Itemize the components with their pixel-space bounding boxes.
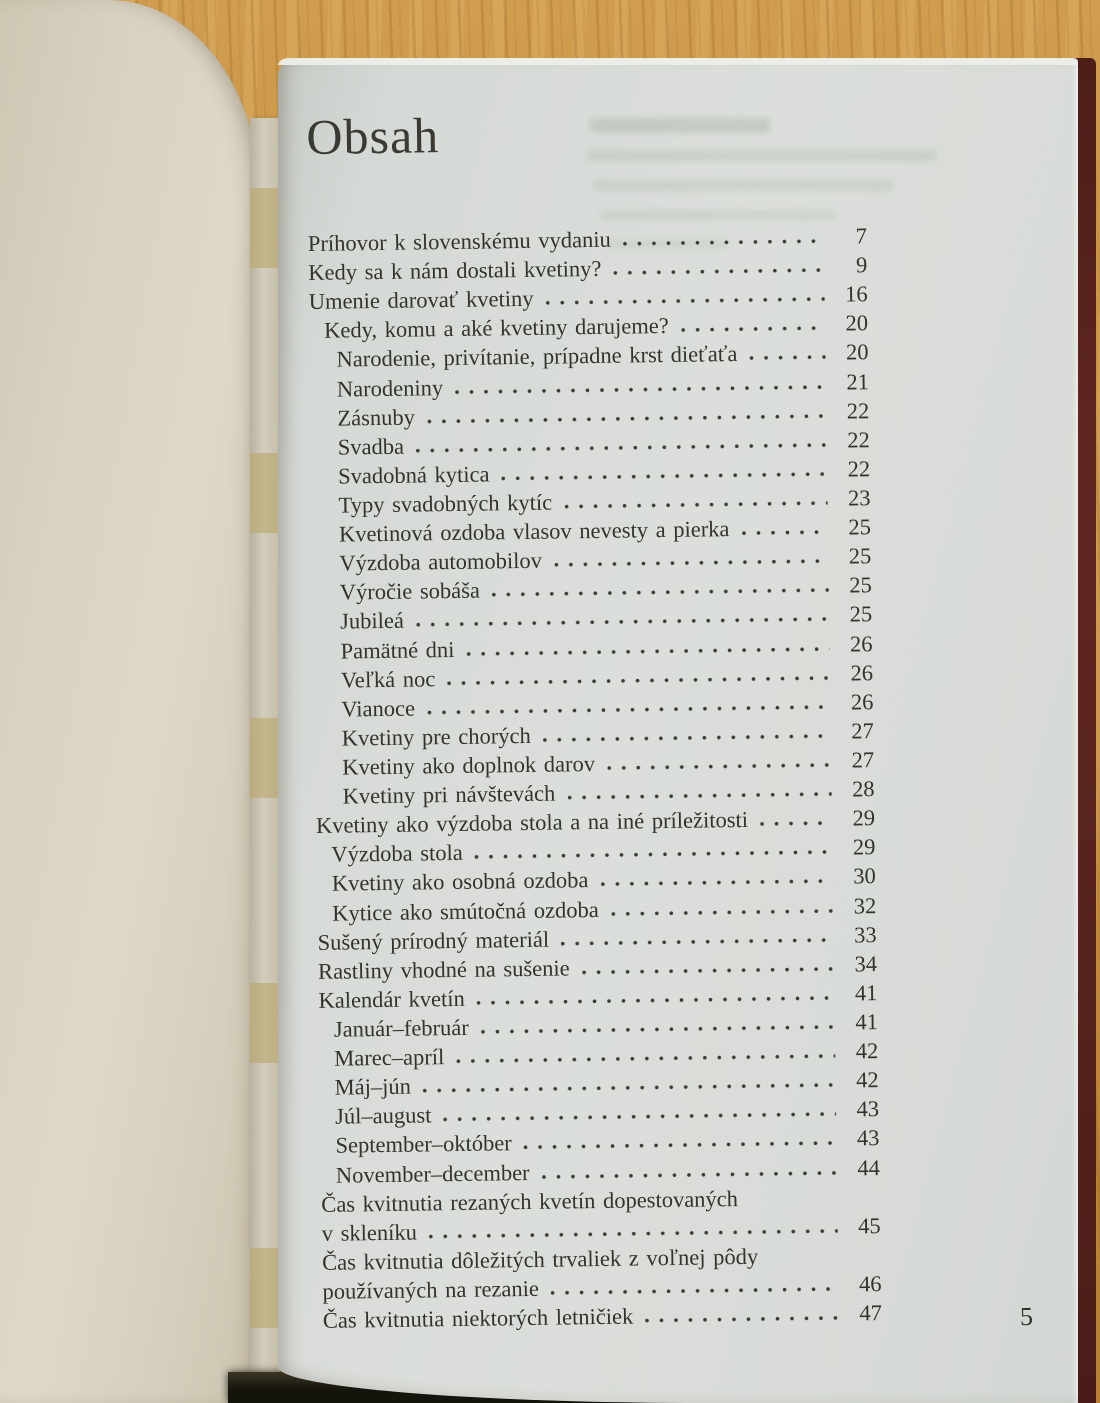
toc-entry-label: Narodenie, privítanie, prípadne krst dieťaťa [336,341,738,373]
toc-entry-label: Umenie darovať kvetiny [308,286,534,315]
toc-dot-leader [554,559,828,568]
toc-dot-leader [681,326,825,333]
toc-entry-page: 22 [847,426,870,453]
page-number: 5 [1019,1301,1034,1332]
toc-entry-label: Čas kvitnutia niektorých letničiek [322,1303,634,1333]
toc-dot-leader [427,413,827,424]
toc-entry-page: 26 [849,630,873,657]
toc-entry-page: 9 [855,252,868,278]
toc-dot-leader [564,501,827,510]
left-page [0,0,258,1403]
toc-dot-leader [456,1054,835,1064]
toc-entry-label: Vianoce [341,695,416,722]
toc-entry-page: 25 [848,514,872,540]
toc-dot-leader [543,734,831,743]
toc-dot-leader [546,297,825,306]
toc-entry-label: Kalendár kvetín [318,985,465,1013]
toc-list [308,223,882,1337]
toc-entry-page: 23 [847,485,871,511]
toc-entry-page: 43 [856,1125,880,1151]
toc-entry-page: 30 [853,863,876,889]
toc-entry-page: 41 [854,979,878,1006]
toc-entry-label: Kvetiny ako výzdoba stola a na iné príležitosti [315,807,749,839]
toc-dot-leader [741,530,828,536]
toc-entry-page: 7 [855,223,868,249]
toc-dot-leader [582,966,834,975]
page-content [276,47,1094,1337]
toc-entry-label: Výzdoba automobilov [339,547,543,576]
toc-entry-page: 46 [858,1271,882,1297]
toc-entry-page: 43 [856,1096,880,1122]
toc-dot-leader [481,1025,835,1035]
toc-entry-label: Zásnuby [337,404,416,431]
toc-entry-page: 26 [850,659,874,686]
toc-dot-leader [645,1316,839,1324]
toc-entry-page: 32 [853,892,877,918]
toc-entry-page: 41 [855,1009,879,1035]
toc-entry-label: Kvetiny pre chorých [341,722,531,751]
toc-entry-label: Čas kvitnutia rezaných kvetín dopestovaných [321,1185,739,1217]
toc-entry-label: Máj–jún [334,1073,412,1100]
toc-entry-label: Sušený prírodný materiál [317,926,550,955]
toc-dot-leader [416,617,829,628]
toc-entry-page: 27 [851,718,874,744]
toc-entry-label: Narodeniny [336,374,444,402]
toc-dot-leader [607,763,831,771]
toc-entry-page: 22 [846,397,870,424]
toc-entry-label: Kytice ako smútočná ozdoba [332,896,599,926]
toc-entry-label: Júl–august [334,1102,432,1129]
toc-entry-page: 42 [855,1067,879,1093]
toc-dot-leader [502,472,828,482]
toc-dot-leader [416,443,827,454]
toc-entry-page: 42 [855,1038,879,1064]
toc-entry-label: Veľká noc [340,665,436,693]
toc-dot-leader [760,821,832,827]
toc-entry-page: 25 [849,572,872,598]
toc-entry-page: 26 [850,688,874,715]
toc-dot-leader [613,268,824,276]
toc-dot-leader [455,384,826,394]
toc-entry-page: 44 [857,1154,881,1180]
toc-entry-page: 22 [847,456,871,482]
toc-dot-leader [429,1228,838,1239]
toc-entry-page: 45 [858,1212,881,1239]
toc-dot-leader [561,937,834,946]
toc-dot-leader [623,239,824,247]
toc-entry-label: Výzdoba stola [331,840,463,868]
toc-entry-label: používaných na rezanie [322,1275,540,1304]
toc-entry-label: Čas kvitnutia dôležitých trvaliek z voľnej pôdy [321,1243,759,1275]
toc-entry-page: 34 [854,950,878,977]
toc-entry-page: 20 [845,310,869,336]
toc-dot-leader [466,646,829,656]
toc-dot-leader [611,908,834,916]
toc-dot-leader [423,1083,836,1094]
toc-entry-label: September–október [335,1130,512,1159]
toc-entry-page: 29 [852,834,876,860]
toc-dot-leader [447,675,830,685]
toc-dot-leader [475,850,833,860]
toc-entry-label: Výročie sobáša [339,577,481,605]
toc-entry-label: Pamätné dni [340,636,455,664]
toc-dot-leader [542,1170,837,1179]
toc-entry-label: Jubileá [340,608,405,635]
toc-entry-page: 25 [848,543,872,569]
toc-entry-label: Kvetiny ako osobná ozdoba [331,867,589,897]
toc-dot-leader [524,1141,837,1150]
toc-dot-leader [749,355,825,361]
contents-page [278,58,1078,1403]
toc-entry-page: 29 [852,805,876,831]
toc-entry-label: Kvetiny ako doplnok darov [342,751,596,780]
toc-entry-label: Svadba [337,433,405,460]
book-gutter-torn-edge [250,118,280,1403]
toc-entry-label: Kedy sa k nám dostali kvetiny? [308,256,602,286]
toc-dot-leader [443,1112,836,1122]
toc-entry-page: 27 [851,747,875,773]
toc-entry-page: 25 [849,601,873,627]
toc-entry-label: Marec–apríl [334,1044,445,1071]
toc-entry-label: November–december [335,1159,530,1188]
toc-entry-label: v skleníku [321,1219,418,1246]
toc-entry-page: 20 [845,339,869,365]
toc-entry-label: Kedy, komu a aké kvetiny darujeme? [323,313,669,344]
toc-entry-label: Kvetinová ozdoba vlasov nevesty a pierka [338,516,730,547]
page-title: Obsah [306,107,440,166]
toc-dot-leader [427,705,830,716]
toc-entry-page: 21 [846,368,870,395]
toc-entry-label: Príhovor k slovenskému vydaniu [307,226,611,257]
toc-entry-label: Január–február [333,1014,469,1042]
toc-dot-leader [600,879,832,887]
toc-entry-label: Typy svadobných kytíc [338,489,553,518]
toc-entry-page: 28 [851,776,875,802]
toc-entry-label: Kvetiny pri návštevách [342,780,556,809]
toc-dot-leader [492,588,829,598]
toc-entry-label: Svadobná kytica [337,461,490,489]
toc-dot-leader [567,792,831,801]
toc-entry-label: Rastliny vhodné na sušenie [317,955,570,984]
toc-dot-leader [477,996,835,1006]
toc-entry-page: 33 [853,921,877,948]
toc-entry-page: 16 [845,281,868,307]
toc-dot-leader [551,1287,839,1296]
toc-entry-page: 47 [859,1300,883,1326]
